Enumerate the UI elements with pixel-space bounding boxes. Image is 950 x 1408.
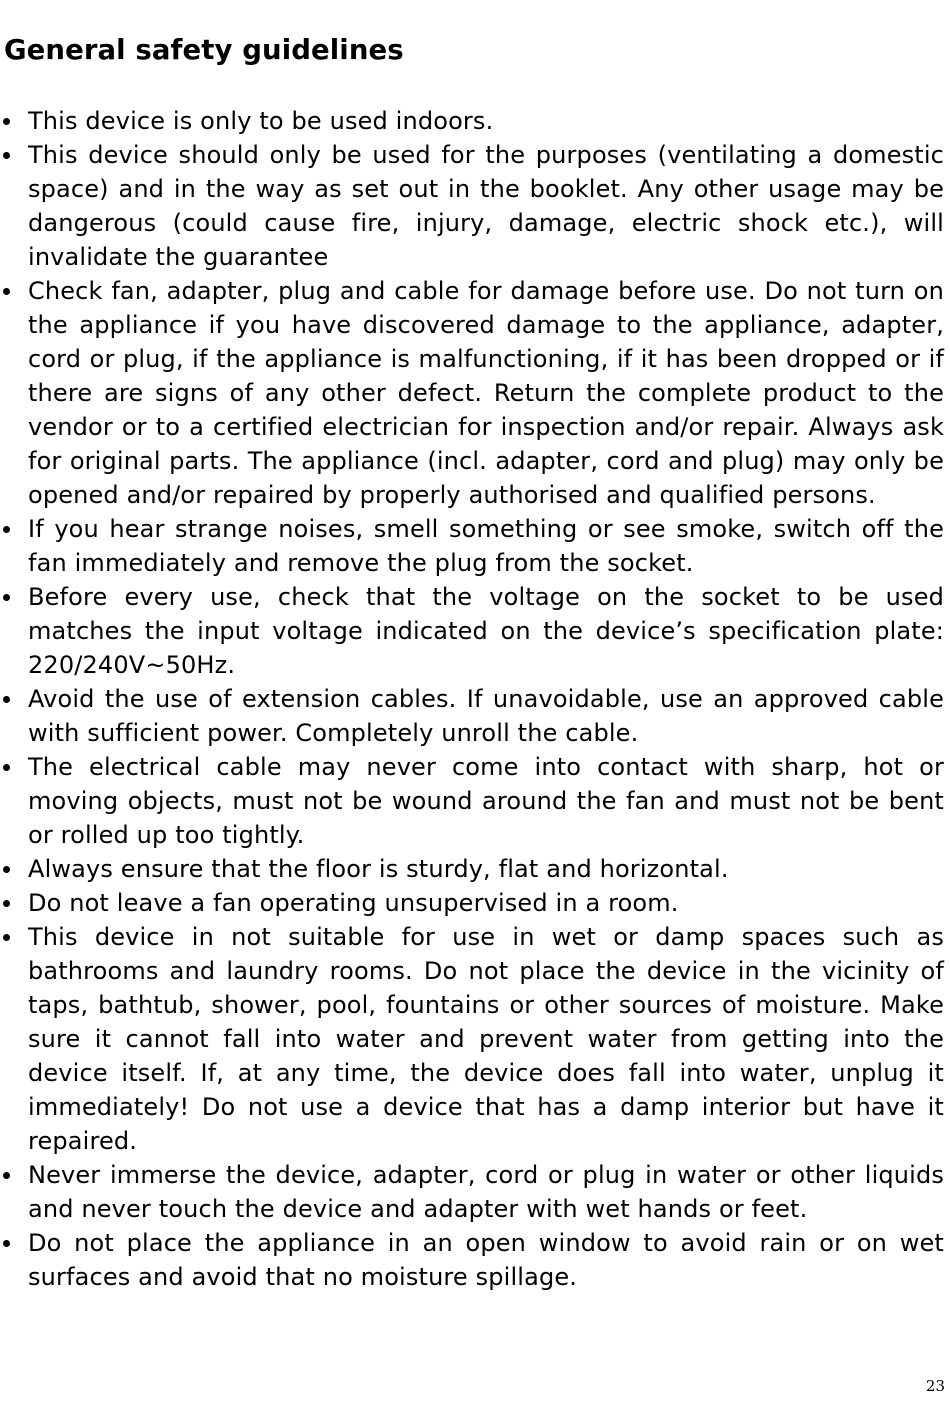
page-number: 23 <box>925 1377 945 1395</box>
list-item <box>0 682 944 750</box>
bullet-icon <box>3 696 10 703</box>
bullet-icon <box>3 152 10 159</box>
list-item-text: Before every use, check that the voltage on the socket to be used matches the input voltage indicated on the device’s specification plate: 220/240V~50Hz. <box>28 583 944 679</box>
bullet-icon <box>3 900 10 907</box>
bullet-icon <box>3 594 10 601</box>
list-item-text: This device is only to be used indoors. <box>28 107 494 135</box>
bullet-icon <box>3 934 10 941</box>
list-item-text: If you hear strange noises, smell something or see smoke, switch off the fan immediately and remove the plug from the socket. <box>28 515 944 577</box>
list-item <box>0 886 944 920</box>
bullet-icon <box>3 1172 10 1179</box>
bullet-icon <box>3 1240 10 1247</box>
list-item <box>0 274 944 512</box>
bullet-icon <box>3 764 10 771</box>
list-item <box>0 138 944 274</box>
page-title: General safety guidelines <box>4 34 404 66</box>
list-item-text: Avoid the use of extension cables. If unavoidable, use an approved cable with sufficient power. Completely unroll the cable. <box>28 685 944 747</box>
bullet-icon <box>3 288 10 295</box>
list-item <box>0 1226 944 1294</box>
bullet-icon <box>3 526 10 533</box>
list-item-text: Do not leave a fan operating unsupervised in a room. <box>28 889 679 917</box>
list-item <box>0 750 944 852</box>
list-item <box>0 920 944 1158</box>
list-item <box>0 104 944 138</box>
list-item <box>0 512 944 580</box>
list-item <box>0 852 944 886</box>
list-item-text: Always ensure that the floor is sturdy, flat and horizontal. <box>28 855 729 883</box>
list-item-text: This device in not suitable for use in wet or damp spaces such as bathrooms and laundry rooms. Do not place the device in the vicinity of taps, bathtub, shower, pool, fountains or other sources of moisture. Make sure it cannot fall into water and prevent water from getting into the device itself. If, at any time, the device does fall into water, unplug it immediately! Do not use a device that has a damp interior but have it repaired. <box>28 923 944 1155</box>
list-item-text: The electrical cable may never come into contact with sharp, hot or moving objects, must not be wound around the fan and must not be bent or rolled up too tightly. <box>28 753 944 849</box>
list-item <box>0 580 944 682</box>
safety-guidelines-list <box>0 104 944 1294</box>
list-item-text: Check fan, adapter, plug and cable for damage before use. Do not turn on the appliance if you have discovered damage to the appliance, adapter, cord or plug, if the appliance is malfunctioning, if it has been dropped or if there are signs of any other defect. Return the complete product to the vendor or to a certified electrician for inspection and/or repair. Always ask for original parts. The appliance (incl. adapter, cord and plug) may only be opened and/or repaired by properly authorised and qualified persons. <box>28 277 944 509</box>
list-item-text: This device should only be used for the purposes (ventilating a domestic space) and in the way as set out in the booklet. Any other usage may be dangerous (could cause fire, injury, damage, electric shock etc.), will invalidate the guarantee <box>28 141 944 271</box>
list-item-text: Never immerse the device, adapter, cord or plug in water or other liquids and never touch the device and adapter with wet hands or feet. <box>28 1161 944 1223</box>
list-item <box>0 1158 944 1226</box>
bullet-icon <box>3 866 10 873</box>
bullet-icon <box>3 118 10 125</box>
list-item-text: Do not place the appliance in an open window to avoid rain or on wet surfaces and avoid that no moisture spillage. <box>28 1229 944 1291</box>
